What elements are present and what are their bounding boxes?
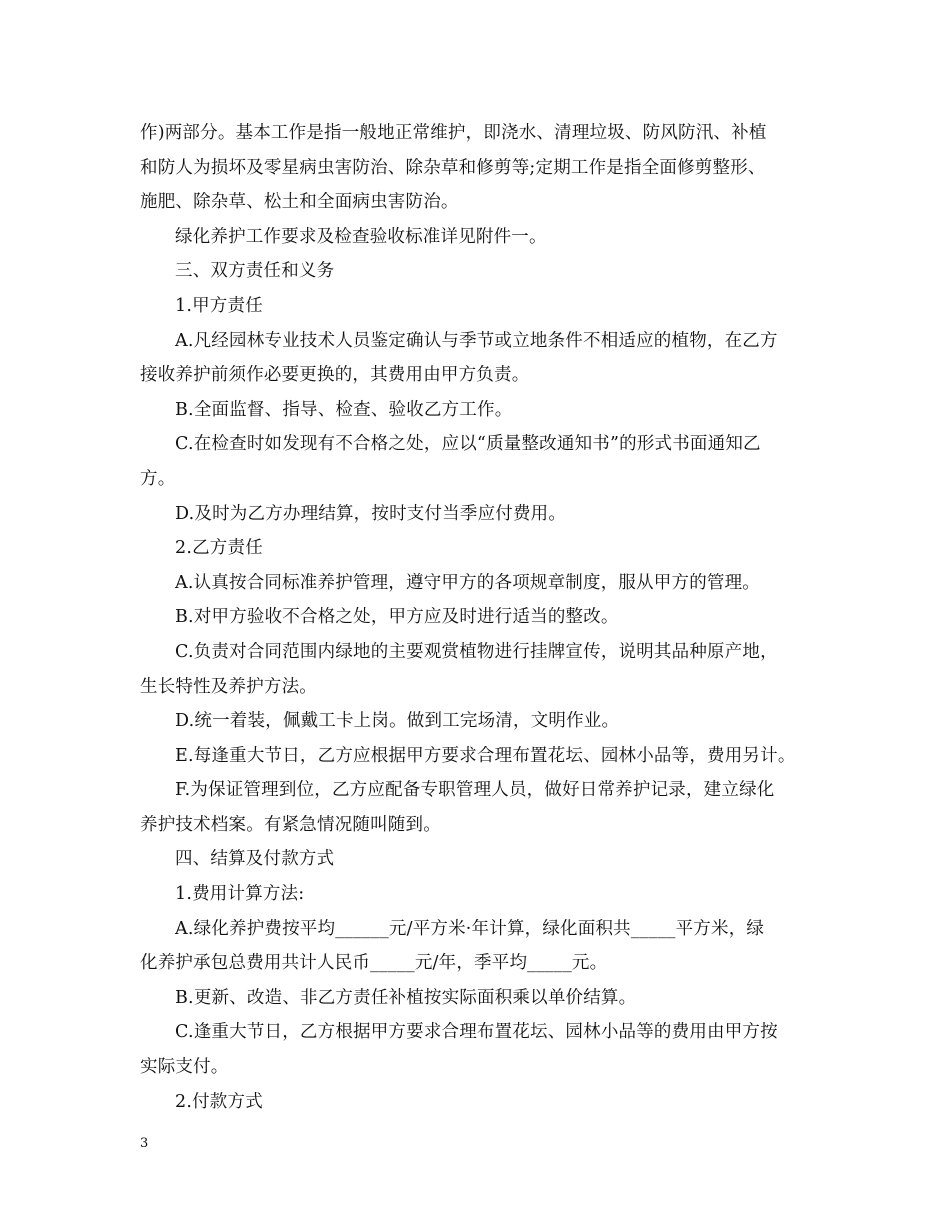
text-line: A.认真按合同标准养护管理，遵守甲方的各项规章制度，服从甲方的管理。 — [175, 572, 760, 593]
text-line: 化养护承包总费用共计人民币_____元/年，季平均_____元。 — [140, 953, 608, 974]
text-line: D.统一着装，佩戴工卡上岗。做到工完场清，文明作业。 — [175, 711, 620, 732]
text-line: A.绿化养护费按平均______元/平方米·年计算，绿化面积共_____平方米，绿 — [175, 918, 765, 939]
text-line: B.全面监督、指导、检查、验收乙方工作。 — [175, 399, 513, 420]
text-line: 四、结算及付款方式 — [175, 849, 335, 870]
text-line: 三、双方责任和义务 — [175, 261, 335, 282]
text-line: C.在检查时如发现有不合格之处，应以“质量整改通知书”的形式书面通知乙 — [175, 434, 761, 455]
text-line: A.凡经园林专业技术人员鉴定确认与季节或立地条件不相适应的植物，在乙方 — [175, 330, 778, 351]
text-line: E.每逢重大节日，乙方应根据甲方要求合理布置花坛、园林小品等，费用另计。 — [175, 745, 796, 766]
text-line: 方。 — [140, 468, 176, 489]
text-line: 施肥、除杂草、松土和全面病虫害防治。 — [140, 192, 459, 213]
text-line: C.负责对合同范围内绿地的主要观赏植物进行挂牌宣传，说明其品种原产地， — [175, 641, 778, 662]
text-line: 和防人为损坏及零星病虫害防治、除杂草和修剪等;定期工作是指全面修剪整形、 — [140, 157, 766, 178]
document-body — [140, 116, 812, 1119]
text-line: 实际支付。 — [140, 1057, 229, 1078]
text-line: 接收养护前须作必要更换的，其费用由甲方负责。 — [140, 365, 530, 386]
text-line: B.对甲方验收不合格之处，甲方应及时进行适当的整改。 — [175, 607, 619, 628]
text-line: 2.付款方式 — [175, 1091, 263, 1112]
text-line: 养护技术档案。有紧急情况随叫随到。 — [140, 814, 441, 835]
text-line: 1.甲方责任 — [175, 295, 263, 316]
text-line: 作)两部分。基本工作是指一般地正常维护，即浇水、清理垃圾、防风防汛、补植 — [140, 123, 767, 143]
text-line: C.逢重大节日，乙方根据甲方要求合理布置花坛、园林小品等的费用由甲方按 — [175, 1022, 778, 1043]
text-line: D.及时为乙方办理结算，按时支付当季应付费用。 — [175, 503, 567, 524]
text-line: B.更新、改造、非乙方责任补植按实际面积乘以单价结算。 — [175, 987, 637, 1008]
text-line: 1.费用计算方法: — [175, 884, 305, 905]
text-line: F.为保证管理到位，乙方应配备专职管理人员，做好日常养护记录，建立绿化 — [175, 780, 775, 801]
text-line: 2.乙方责任 — [175, 538, 263, 559]
text-line: 生长特性及养护方法。 — [140, 676, 317, 697]
page-number: 3 — [140, 1136, 149, 1151]
text-line: 绿化养护工作要求及检查验收标准详见附件一。 — [175, 226, 547, 247]
